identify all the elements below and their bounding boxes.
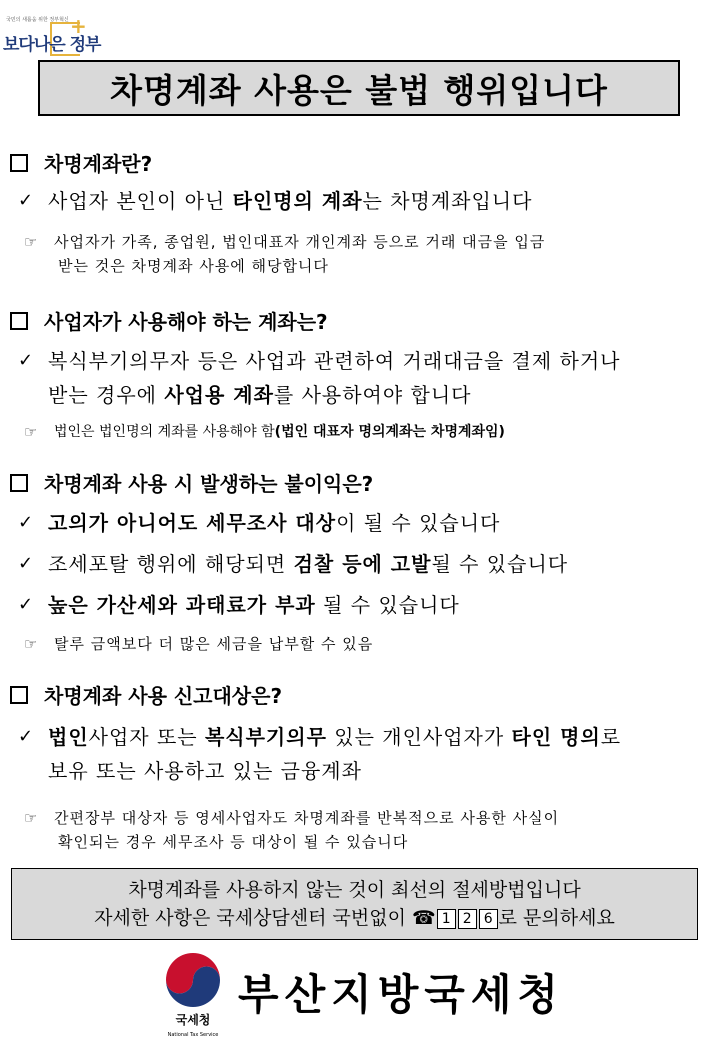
section-heading-3: 차명계좌 사용 시 발생하는 불이익은? — [8, 468, 373, 497]
list-item: ✓ 높은 가산세와 과태료가 부과 될 수 있습니다 — [18, 588, 698, 622]
logo-subtext: National Tax Service — [167, 1032, 219, 1038]
checkmark-icon: ✓ — [18, 512, 35, 533]
note-item: ☞ 간편장부 대상자 등 영세사업자도 차명계좌를 반복적으로 사용한 사실이 확인되는 경우 세무조사 등 대상이 될 수 있습니다 — [24, 806, 696, 854]
checkmark-icon: ✓ — [18, 553, 35, 574]
list-item: ✓ 고의가 아니어도 세무조사 대상이 될 수 있습니다 — [18, 506, 698, 540]
checkmark-icon: ✓ — [18, 190, 35, 211]
phone-digit: 2 — [458, 909, 477, 929]
list-item: ✓ 조세포탈 행위에 해당되면 검찰 등에 고발될 수 있습니다 — [18, 547, 698, 581]
logo-text: 국세청 — [175, 1013, 211, 1027]
section-heading-4: 차명계좌 사용 신고대상은? — [8, 680, 282, 709]
pointing-hand-icon: ☞ — [24, 809, 39, 827]
square-icon — [10, 474, 28, 492]
government-innovation-logo — [0, 8, 100, 58]
phone-icon: ☎ — [411, 907, 436, 929]
square-icon — [10, 154, 28, 172]
contact-info-box — [11, 868, 698, 940]
checkmark-icon: ✓ — [18, 594, 35, 615]
plus-icon: + — [70, 14, 87, 38]
note-item: ☞ 사업자가 가족, 종업원, 법인대표자 개인계좌 등으로 거래 대금을 입금 받는 것은 차명계좌 사용에 해당합니다 — [24, 230, 696, 278]
phone-digit: 1 — [437, 909, 456, 929]
pointing-hand-icon: ☞ — [24, 233, 39, 251]
pointing-hand-icon: ☞ — [24, 423, 38, 441]
tax-saving-message: 차명계좌를 사용하지 않는 것이 최선의 절세방법입니다 — [128, 879, 581, 901]
note-item: ☞ 탈루 금액보다 더 많은 세금을 납부할 수 있음 — [24, 632, 696, 656]
national-tax-service-logo — [158, 950, 228, 1040]
logo-tagline: 국민의 새롭움 위한 정부혁신 — [6, 17, 69, 23]
contact-line: 자세한 사항은 국세상담센터 국번없이 ☎ 1 2 6 로 문의하세요 — [94, 907, 615, 929]
checkmark-icon: ✓ — [18, 350, 35, 371]
page-title: 차명계좌 사용은 불법 행위입니다 — [38, 60, 680, 116]
logo-main-text: 보다나은 정부 — [3, 35, 101, 55]
list-item: ✓ 사업자 본인이 아닌 타인명의 계좌는 차명계좌입니다 — [18, 184, 698, 218]
checkmark-icon: ✓ — [18, 726, 35, 747]
office-name: 부산지방국세청 — [238, 970, 565, 1019]
list-item: ✓ 법인사업자 또는 복식부기의무 있는 개인사업자가 타인 명의로 보유 또는 사용하고 있는 금융계좌 — [18, 720, 698, 788]
pointing-hand-icon: ☞ — [24, 635, 39, 653]
section-heading-1: 차명계좌란? — [8, 148, 152, 177]
phone-digit: 6 — [479, 909, 498, 929]
square-icon — [10, 312, 28, 330]
list-item: ✓ 복식부기의무자 등은 사업과 관련하여 거래대금을 결제 하거나 받는 경우에 사업용 계좌를 사용하여야 합니다 — [18, 344, 698, 412]
section-heading-2: 사업자가 사용해야 하는 계좌는? — [8, 306, 328, 335]
square-icon — [10, 686, 28, 704]
note-item: ☞ 법인은 법인명의 계좌를 사용해야 함(법인 대표자 명의계좌는 차명계좌임) — [24, 420, 696, 444]
